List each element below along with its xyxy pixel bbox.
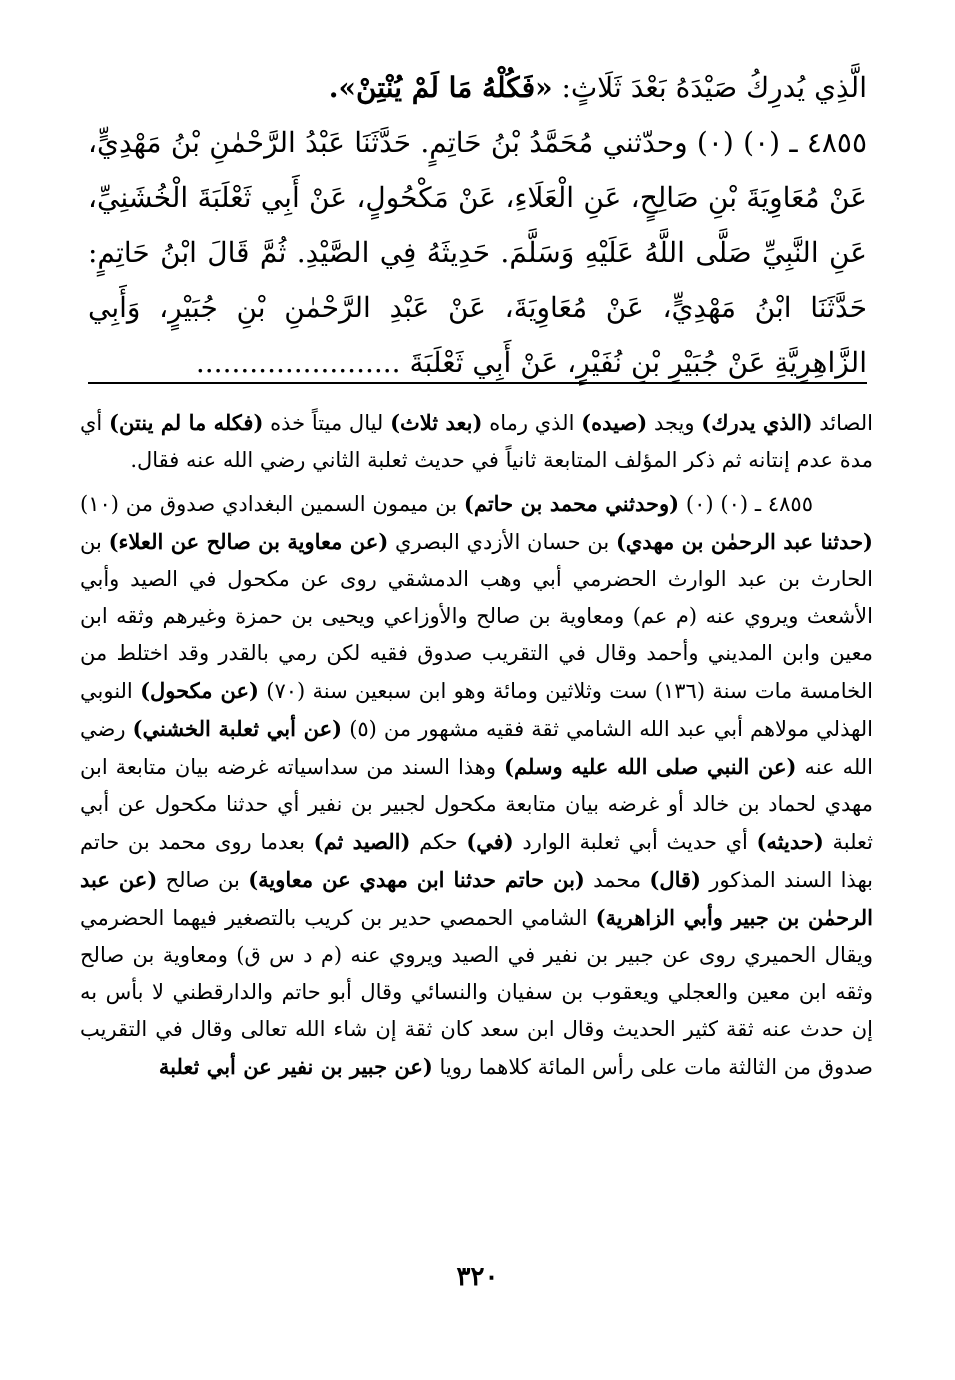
commentary-block [80, 404, 873, 1086]
footnote-divider [88, 382, 867, 384]
commentary-paragraph-1: الصائد (الذي يدرك) ويجد (صيده) الذي رماه (بعد ثلاث) ليال ميتاً خذه (فكله ما لم ينتن) أي مدة عدم إنتانه ثم ذكر المؤلف المتابعة ثانياً في حديث ثعلبة الثاني رضي الله عنه فقال. [80, 410, 873, 472]
page-number: ٣٢٠ [456, 1262, 499, 1292]
hadith-quote: «فَكُلْهُ مَا لَمْ يُنْتِنْ». [328, 71, 553, 104]
hadith-text-block [88, 60, 867, 390]
hadith-main-text: ٤٨٥٥ ـ (٠) (٠) وحدّثني مُحَمَّدُ بْنُ حَاتِمٍ. حَدَّثَنَا عَبْدُ الرَّحْمٰنِ بْنُ مَهْدِيٍّ، عَنْ مُعَاوِيَةَ بْنِ صَالِحٍ، عَنِ الْعَلَاءِ، عَنْ مَكْحُولٍ، عَنْ أَبِي ثَعْلَبَةَ الْخُشَنِيِّ، عَنِ النَّبِيِّ صَلَّى اللَّهُ عَلَيْهِ وَسَلَّمَ. حَدِيثَهُ فِي الصَّيْدِ. ثُمَّ قَالَ ابْنُ حَاتِمٍ: حَدَّثَنَا ابْنُ مَهْدِيٍّ، عَنْ مُعَاوِيَةَ، عَنْ عَبْدِ الرَّحْمٰنِ بْنِ جُبَيْرٍ، وَأَبِي الزَّاهِرِيَّةِ عَنْ جُبَيْرِ بْنِ نُفَيْرٍ، عَنْ أَبِي ثَعْلَبَةَ ....................... [88, 126, 867, 379]
hadith-line-top: الَّذِي يُدرِكُ صَيْدَهُ بَعْدَ ثَلَاثٍ: «فَكُلْهُ مَا لَمْ يُنْتِنْ». [328, 71, 867, 104]
commentary-paragraph-2: ٤٨٥٥ ـ (٠) (٠) (وحدثني محمد بن حاتم) بن ميمون السمين البغدادي صدوق من (١٠) (حدثنا عبد الرحمٰن بن مهدي) بن حسان الأزدي البصري (عن معاوية بن صالح عن العلاء) بن الحارث بن عبد الوارث الحضرمي أبي وهب الدمشقي روى عن مكحول في الصيد وأبي الأشعث ويروي عنه (م عم) ومعاوية بن صالح والأوزاعي ويحيى بن حمزة وغيرهم وثقه ابن معين وابن المديني وأحمد وقال في التقريب صدوق فقيه لكن رمي بالقدر وقد اختلط من الخامسة مات سنة (١٣٦) ست وثلاثين ومائة وهو ابن سبعين سنة (٧٠) (عن مكحول) النوبي الهذلي مولاهم أبي عبد الله الشامي ثقة فقيه مشهور من (٥) (عن أبي ثعلبة الخشني) رضي الله عنه (عن النبي صلى الله عليه وسلم) وهذا السند من سداسياته غرضه بيان متابعة ابن مهدي لحماد بن خالد أو غرضه بيان متابعة مكحول لجبير بن نفير أي حدثنا مكحول عن أبي ثعلبة (حديثه) أي حديث أبي ثعلبة الوارد (في) حكم (الصيد ثم) بعدما روى محمد بن حاتم بهذا السند المذكور (قال) محمد (بن حاتم حدثنا ابن مهدي عن معاوية) بن صالح (عن عبد الرحمٰن بن جبير وأبي الزاهرية) الشامي الحمصي حدير بن كريب بالتصغير فيهما الحضرمي ويقال الحميري روى عن جبير بن نفير في الصيد ويروي عنه (م د س ق) ومعاوية بن صالح وثقه ابن معين والعجلي ويعقوب بن سفيان والنسائي وقال أبو حاتم والدارقطني لا بأس به إن حدث عنه ثقة كثير الحديث وقال ابن سعد كان ثقة إن شاء الله تعالى وقال في التقريب صدوق من الثالثة مات على رأس المائة كلاهما رويا (عن جبير بن نفير عن أبي ثعلبة [80, 491, 874, 1079]
